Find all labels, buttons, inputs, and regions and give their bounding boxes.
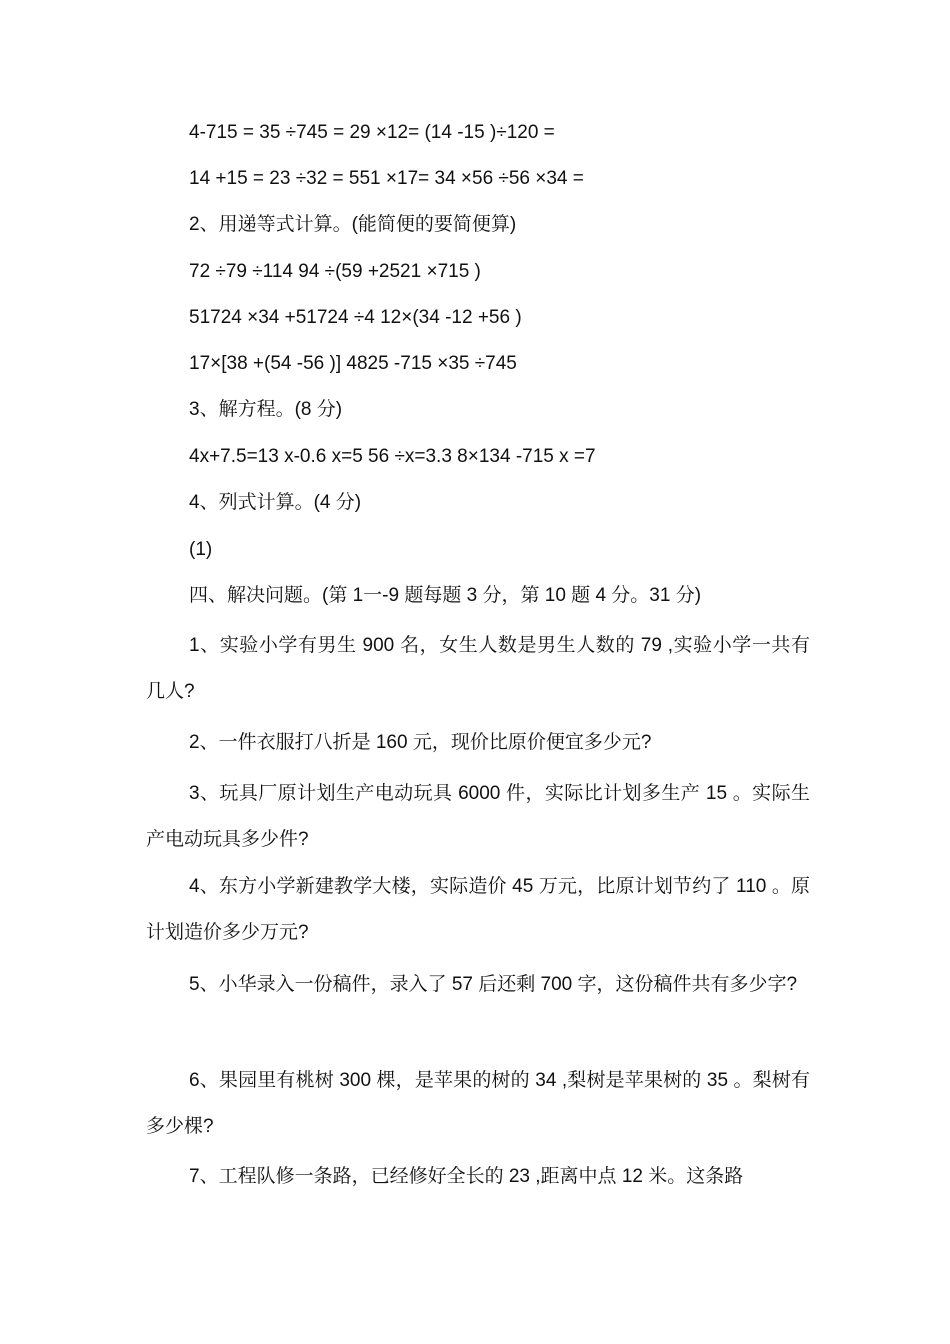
step-calc-row-2: 51724 ×34 +51724 ÷4 12×(34 -12 +56 ) xyxy=(189,307,522,328)
list-calc-item-1: (1) xyxy=(189,539,213,560)
arithmetic-row-2: 14 +15 = 23 ÷32 = 551 ×17= 34 ×56 ÷56 ×34 = xyxy=(189,168,584,189)
step-calc-row-1: 72 ÷79 ÷114 94 ÷(59 +2521 ×715 ) xyxy=(189,261,481,282)
problem-2: 2、一件衣服打八折是 160 元，现价比原价便宜多少元? xyxy=(189,732,652,753)
section-heading-problems: 四、解决问题。(第 1一-9 题每题 3 分，第 10 题 4 分。31 分) xyxy=(189,585,702,606)
problem-4: 4、东方小学新建教学大楼，实际造价 45 万元，比原计划节约了 110 。原计划造价多少万元? xyxy=(146,876,810,943)
problem-5: 5、小华录入一份稿件，录入了 57 后还剩 700 字，这份稿件共有多少字? xyxy=(189,974,798,995)
problem-1: 1、实验小学有男生 900 名，女生人数是男生人数的 79 ,实验小学一共有几人? xyxy=(146,635,810,702)
problem-3: 3、玩具厂原计划生产电动玩具 6000 件，实际比计划多生产 15 。实际生产电动玩具多少件? xyxy=(146,783,810,850)
section-heading-step-calc: 2、用递等式计算。(能简便的要简便算) xyxy=(189,214,517,235)
problem-6: 6、果园里有桃树 300 棵，是苹果的树的 34 ,梨树是苹果树的 35 。梨树有多少棵? xyxy=(146,1070,810,1137)
section-heading-list-calc: 4、列式计算。(4 分) xyxy=(189,492,362,513)
equations-row: 4x+7.5=13 x-0.6 x=5 56 ÷x=3.3 8×134 -715 x =7 xyxy=(189,446,596,467)
problem-7: 7、工程队修一条路，已经修好全长的 23 ,距离中点 12 米。这条路 xyxy=(189,1166,744,1187)
arithmetic-row-1: 4-715 = 35 ÷745 = 29 ×12= (14 -15 )÷120 = xyxy=(189,122,555,143)
section-heading-equations: 3、解方程。(8 分) xyxy=(189,399,343,420)
step-calc-row-3: 17×[38 +(54 -56 )] 4825 -715 ×35 ÷745 xyxy=(189,353,517,374)
